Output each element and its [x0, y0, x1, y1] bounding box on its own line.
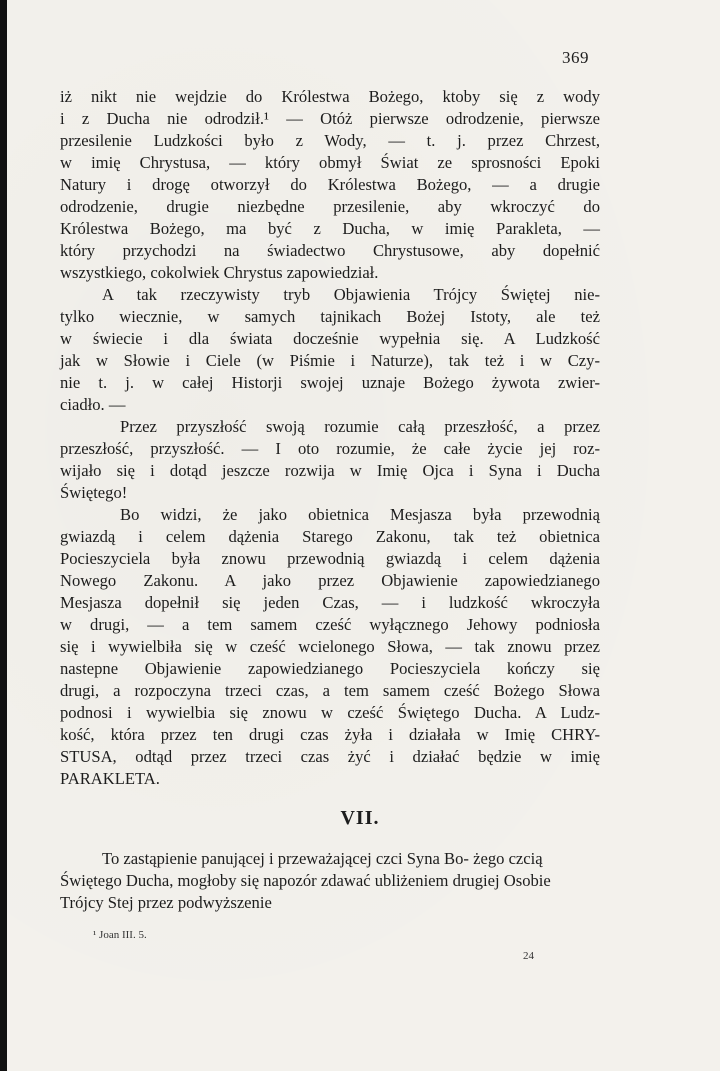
text-line: nastepne Objawienie zapowiedzianego Pocieszyciela kończy się	[60, 659, 600, 678]
text-line: tylko wiecznie, w samych tajnikach Bożej Istoty, ale też	[60, 307, 600, 326]
text-line: przeszłość, przyszłość. — I oto rozumie, że całe życie jej roz-	[60, 439, 600, 458]
paragraph-1	[60, 86, 600, 284]
text-line: A tak rzeczywisty tryb Objawienia Trójcy Świętej nie-	[102, 285, 600, 304]
text-line: ciadło. —	[60, 395, 126, 414]
text-line: żego czcią Świętego Ducha, mogłoby się napozór zdawać	[60, 849, 543, 890]
page-number: 369	[562, 48, 589, 67]
printer-signature: 24	[523, 950, 534, 962]
section-heading: VII.	[340, 807, 380, 829]
text-line: Królestwa Bożego, ma być z Ducha, w imię Parakleta, —	[60, 219, 600, 238]
text-line: Pocieszyciela była znowu przewodnią gwiazdą i celem dążenia	[60, 549, 600, 568]
text-line: który przychodzi na świadectwo Chrystusowe, aby dopełnić	[60, 241, 600, 260]
text-line: w świecie i dla świata docześnie wypełnia się. A Ludzkość	[60, 329, 600, 348]
text-line: iż nikt nie wejdzie do Królestwa Bożego, ktoby się z wody	[60, 87, 600, 106]
text-line: podnosi i wywielbia się znowu w cześć Świętego Ducha. A Ludz-	[60, 703, 600, 722]
text-line: kość, która przez ten drugi czas żyła i działała w Imię CHRY-	[60, 725, 600, 744]
text-line: odrodzenie, drugie niezbędne przesilenie, aby wkroczyć do	[60, 197, 600, 216]
text-line: Przez przyszłość swoją rozumie całą przeszłość, a przez	[120, 417, 600, 436]
text-line: Świętego!	[60, 483, 128, 502]
paragraph-3	[60, 416, 600, 504]
text-line: jak w Słowie i Ciele (w Piśmie i Naturze), tak też i w Czy-	[60, 351, 600, 370]
text-line: Natury i drogę otworzył do Królestwa Bożego, — a drugie	[60, 175, 600, 194]
text-line: Bo widzi, że jako obietnica Mesjasza była przewodnią	[120, 505, 600, 524]
text-line: ubliżeniem drugiej Osobie Trójcy Stej przez podwyższenie	[60, 871, 551, 912]
paragraph-4	[60, 504, 600, 790]
main-text	[60, 86, 600, 790]
text-line: przesilenie Ludzkości było z Wody, — t. j. przez Chrzest,	[60, 131, 600, 150]
text-line: Nowego Zakonu. A jako przez Objawienie zapowiedzianego	[60, 571, 600, 590]
text-line: w imię Chrystusa, — który obmył Świat ze sprosności Epoki	[60, 153, 600, 172]
text-line: STUSA, odtąd przez trzeci czas żyć i działać będzie w imię	[60, 747, 600, 766]
text-line: To zastąpienie panującej i przeważającej czci Syna Bo-	[102, 849, 469, 868]
text-line: gwiazdą i celem dążenia Starego Zakonu, tak też obietnica	[60, 527, 600, 546]
text-line: drugi, a rozpoczyna trzeci czas, a tem samem cześć Bożego Słowa	[60, 681, 600, 700]
text-line: wijało się i dotąd jeszcze rozwija w Imię Ojca i Syna i Ducha	[60, 461, 600, 480]
paragraph-2	[60, 284, 600, 416]
text-line: i z Ducha nie odrodził.¹ — Otóż pierwsze odrodzenie, pierwsze	[60, 109, 600, 128]
section-text	[60, 848, 585, 914]
footnote: ¹ Joan III. 5.	[93, 929, 147, 941]
text-line: PARAKLETA.	[60, 769, 160, 788]
text-line: nie t. j. w całej Historji swojej uznaje Bożego żywota zwier-	[60, 373, 600, 392]
text-line: Mesjasza dopełnił się jeden Czas, — i ludzkość wkroczyła	[60, 593, 600, 612]
text-line: się i wywielbiła się w cześć wcielonego Słowa, — tak znowu przez	[60, 637, 600, 656]
page-gutter-shadow	[0, 0, 7, 1071]
text-line: w drugi, — a tem samem cześć wyłącznego Jehowy podniosła	[60, 615, 600, 634]
text-line: wszystkiego, cokolwiek Chrystus zapowiedział.	[60, 263, 379, 282]
